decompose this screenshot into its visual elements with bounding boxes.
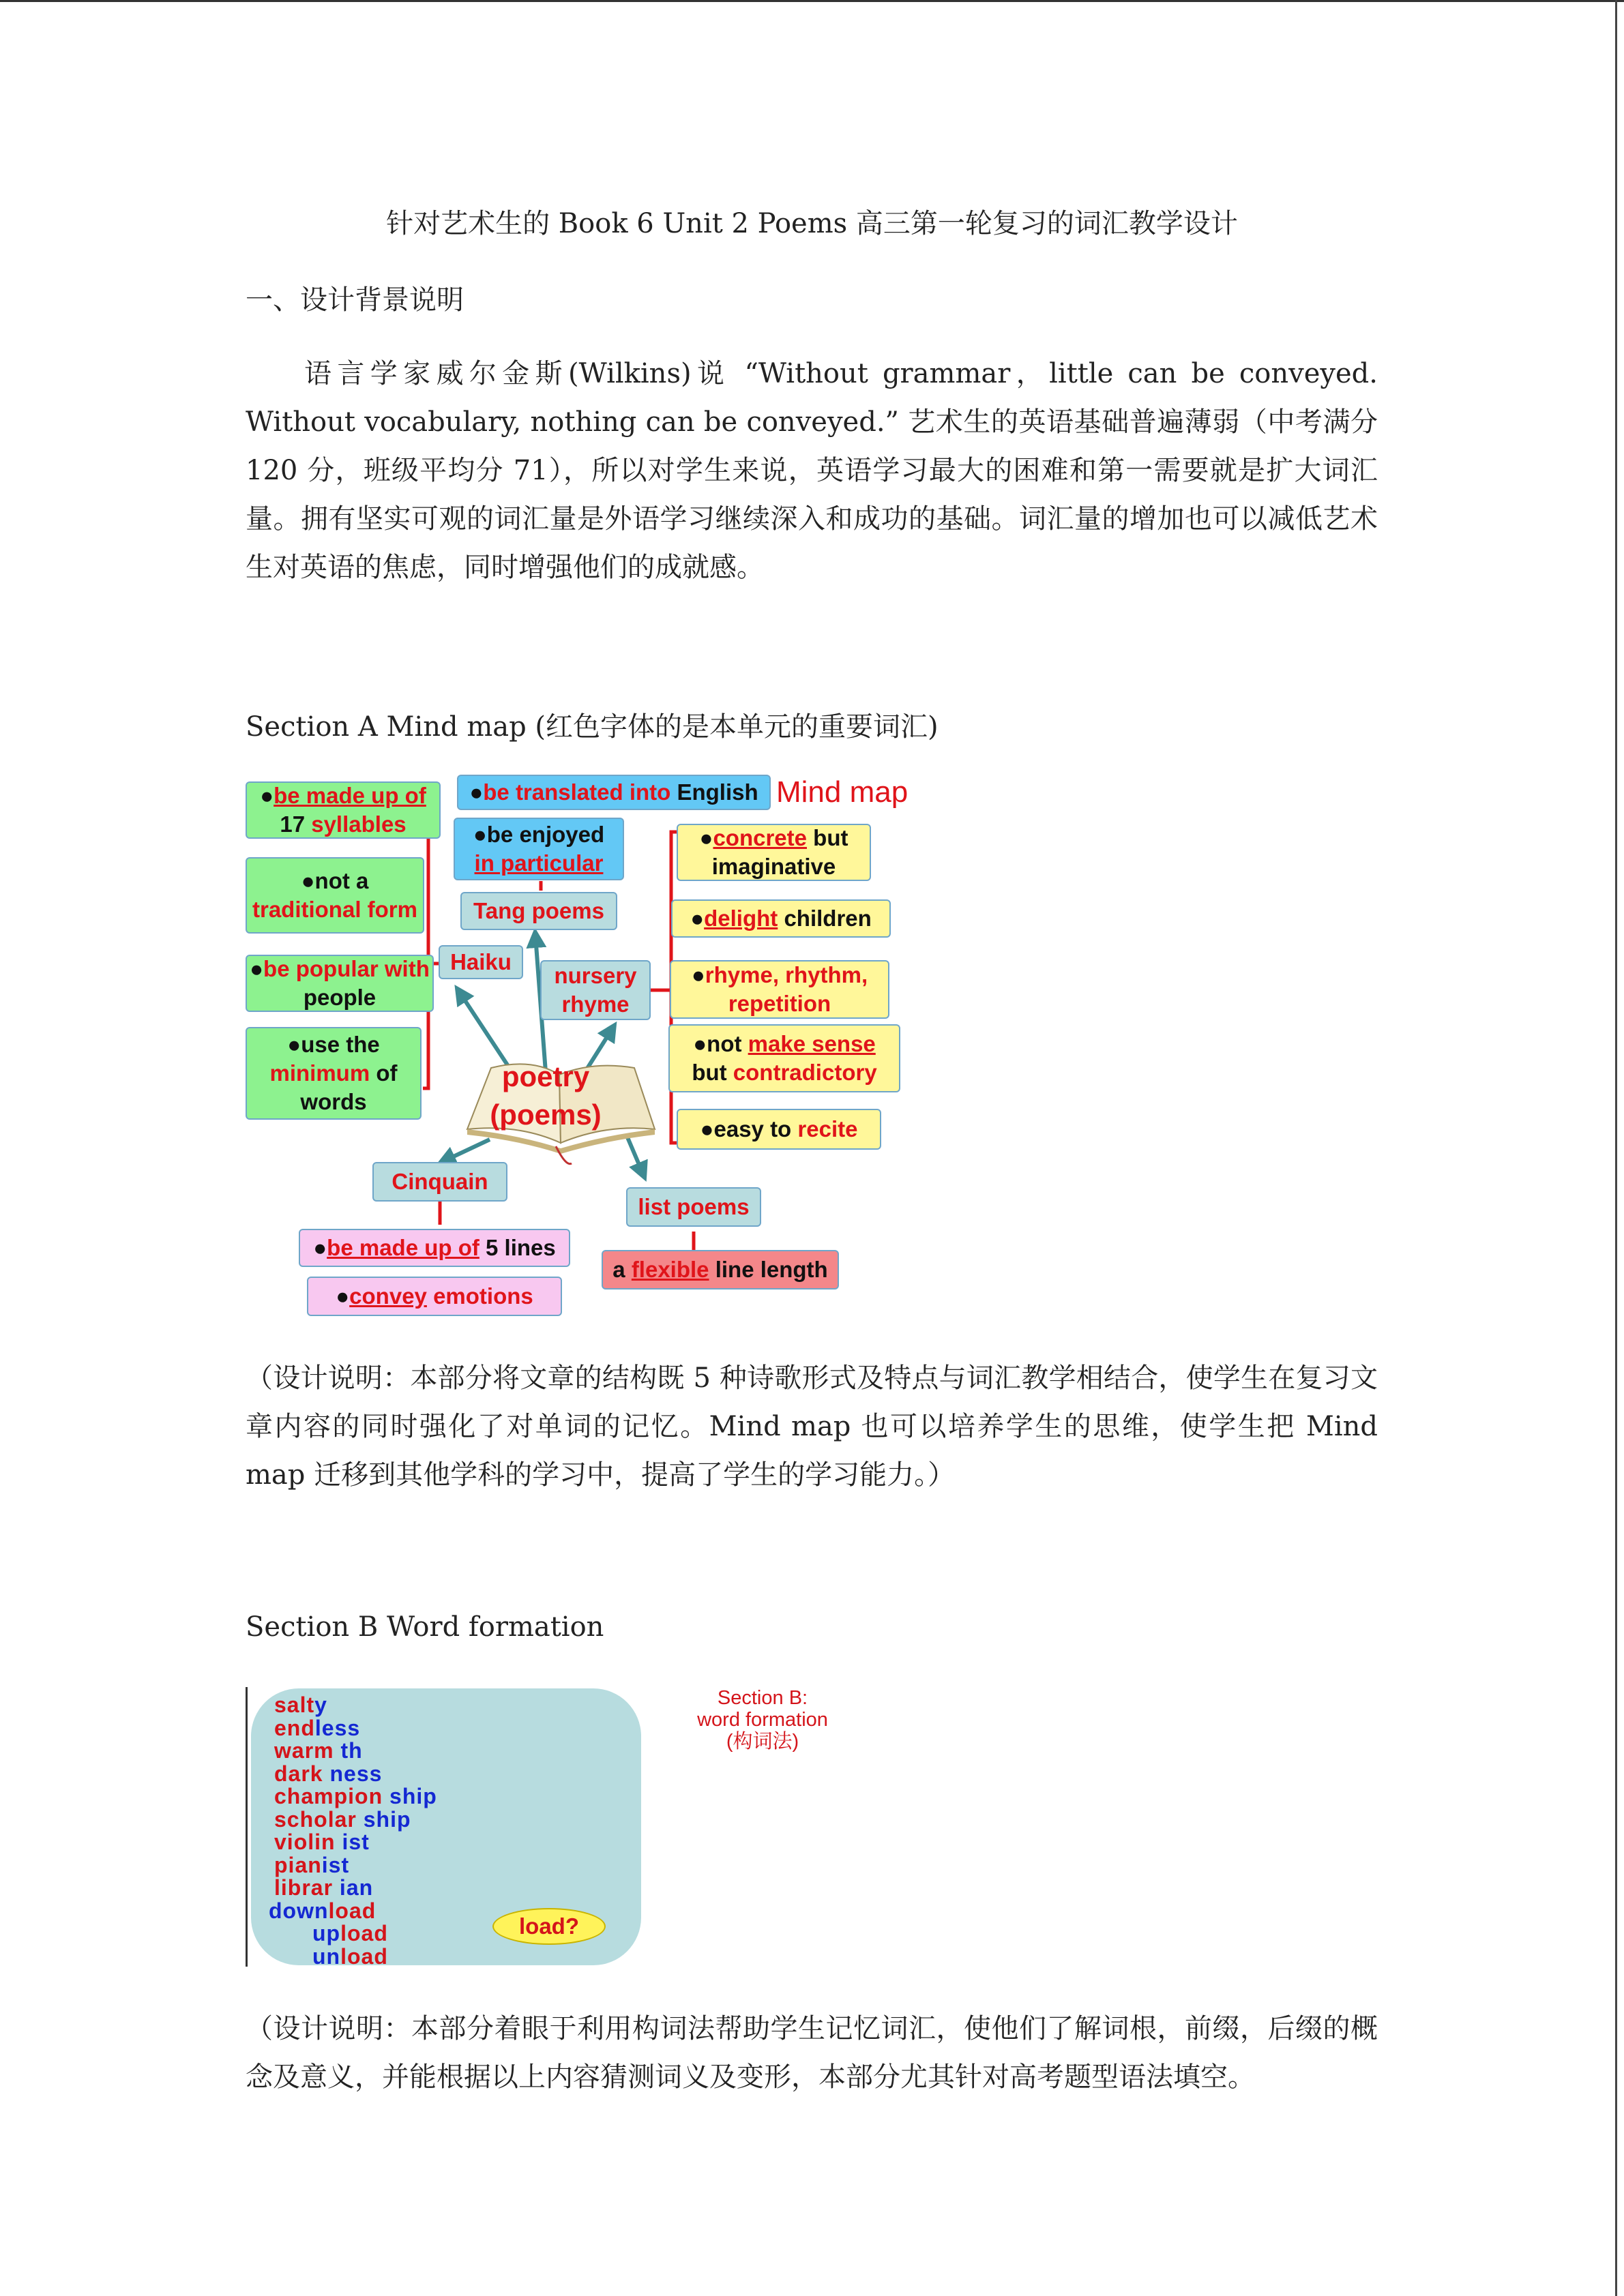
mind-map-center: poetry (poems)	[490, 1060, 602, 1131]
node-nursery-concrete: ●concrete but imaginative	[677, 824, 871, 881]
word-formation-item: librar ian	[274, 1875, 374, 1900]
node-haiku-not-traditional: ●not a traditional form	[246, 857, 424, 934]
node-tang-translated: ●be translated into English	[457, 775, 771, 810]
node-nursery-make-sense: ●not make sense but contradictory	[668, 1024, 900, 1092]
node-cinquain: Cinquain	[372, 1162, 507, 1202]
word-formation-item: download	[269, 1898, 377, 1923]
section-a-heading: Section A Mind map (红色字体的是本单元的重要词汇)	[246, 711, 939, 743]
background-paragraph: 语言学家威尔金斯(Wilkins)说 “Without grammar，little can be conveyed. Without vocabulary, nothing can be conveyed.” 艺术生的英语基础普遍薄弱（中考满分 120 分，班级平均分 71），所以对学生来说，英语学习最大的困难和第一需要就是扩大词汇量。拥有坚实可观的词汇量是外语学习继续深入和成功的基础。词汇量的增加也可以减低艺术生对英语的焦虑，同时增强他们的成就感。	[246, 358, 1378, 583]
word-formation-item: warm th	[274, 1738, 363, 1763]
node-tang-poems: Tang poems	[460, 892, 617, 930]
word-formation-item: dark ness	[274, 1761, 383, 1786]
word-formation-item: scholar ship	[274, 1806, 411, 1832]
node-haiku-popular: ●be popular with people	[246, 955, 434, 1012]
node-haiku-minimum: ●use the minimum of words	[246, 1027, 422, 1120]
word-formation-item: violin ist	[274, 1830, 370, 1854]
word-formation-item: unload	[312, 1943, 388, 1969]
node-cinquain-emotions: ●convey emotions	[307, 1277, 562, 1316]
word-formation-figure	[246, 1687, 859, 1967]
word-formation-item: endless	[274, 1715, 361, 1740]
node-haiku-made-up-of: ●be made up of 17 syllables	[246, 781, 441, 839]
node-tang-enjoyed: ●be enjoyed in particular	[454, 818, 624, 880]
load-question-badge: load?	[492, 1908, 606, 1945]
right-border	[1615, 0, 1617, 2296]
section-heading-background: 一、设计背景说明	[246, 284, 464, 316]
node-nursery-recite: ●easy to recite	[677, 1109, 881, 1150]
document-title: 针对艺术生的 Book 6 Unit 2 Poems 高三第一轮复习的词汇教学设计	[386, 208, 1238, 239]
node-cinquain-five-lines: ●be made up of 5 lines	[299, 1229, 570, 1267]
node-nursery-rhyme: nursery rhyme	[540, 960, 651, 1020]
node-nursery-rhyme-rhythm: ●rhyme, rhythm, repetition	[670, 960, 889, 1019]
word-formation-item: upload	[312, 1921, 388, 1945]
node-nursery-delight: ●delight children	[671, 899, 891, 938]
section-a-note: （设计说明：本部分将文章的结构既 5 种诗歌形式及特点与词汇教学相结合，使学生在复习文章内容的同时强化了对单词的记忆。Mind map 也可以培养学生的思维，使学生把 Mind map 迁移到其他学科的学习中，提高了学生的学习能力。）	[246, 1362, 1378, 1491]
node-list-poems: list poems	[626, 1187, 761, 1227]
section-b-heading: Section B Word formation	[246, 1611, 604, 1643]
figure-left-rule	[246, 1687, 248, 1967]
word-formation-title: Section B: word formation (构词法)	[697, 1687, 828, 1753]
word-formation-item: salty	[274, 1693, 327, 1717]
mind-map-title: Mind map	[776, 775, 909, 809]
mind-map-figure	[246, 775, 928, 1320]
section-b-note: （设计说明：本部分着眼于利用构词法帮助学生记忆词汇，使他们了解词根，前缀，后缀的概念及意义，并能根据以上内容猜测词义及变形，本部分尤其针对高考题型语法填空。	[246, 2013, 1378, 2093]
word-formation-item: pianist	[274, 1852, 350, 1877]
word-formation-item: champion ship	[274, 1784, 437, 1808]
node-haiku: Haiku	[439, 945, 523, 979]
top-border	[0, 0, 1624, 2]
node-list-flexible: a flexible line length	[602, 1250, 839, 1289]
